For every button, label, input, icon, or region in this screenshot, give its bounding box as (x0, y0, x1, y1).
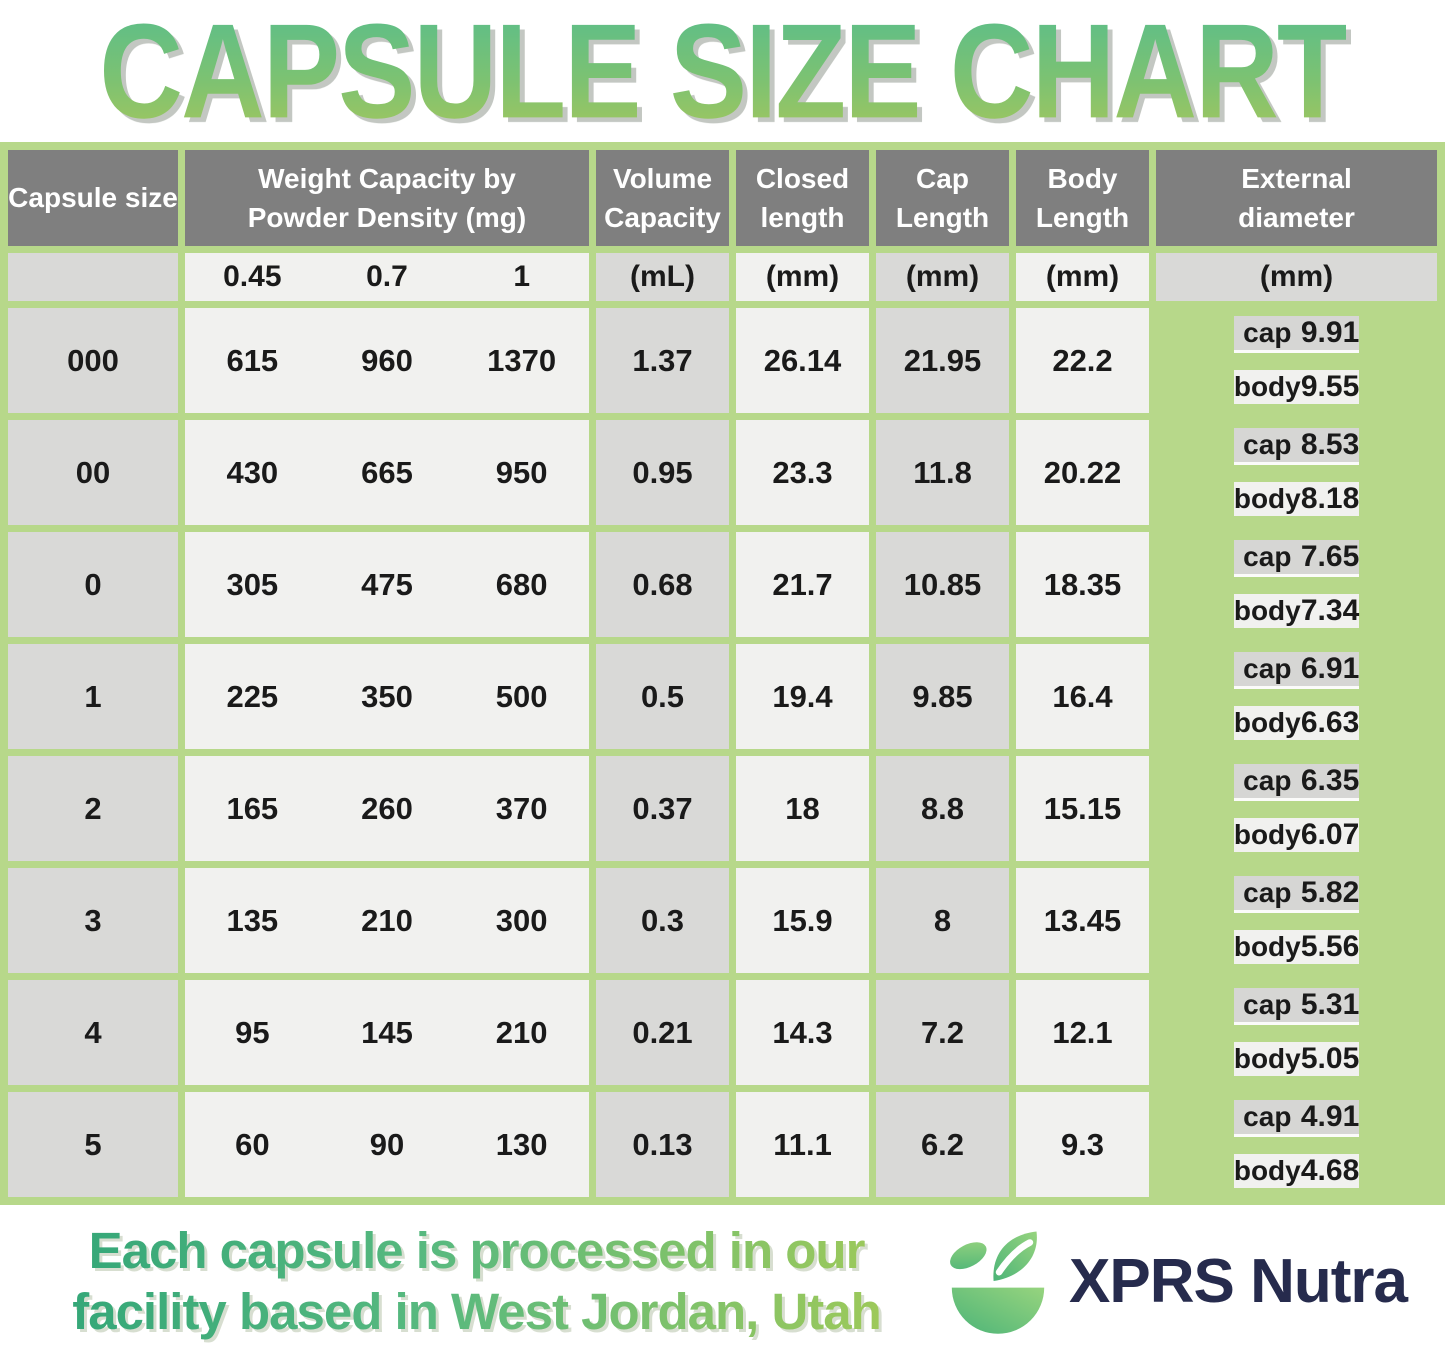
weight-045-value: 615 (226, 342, 279, 378)
volume-capacity-cell: 0.37 (596, 756, 729, 861)
capsule-size-cell: 2 (8, 756, 178, 861)
subheader-external-unit: (mm) (1156, 253, 1437, 301)
cap-length-cell: 8 (876, 868, 1009, 973)
body-diameter-value: 6.63 (1300, 705, 1360, 739)
weight-capacity-cell (185, 756, 589, 861)
capsule-size-table (0, 142, 1445, 1205)
body-label: body (1233, 930, 1301, 962)
cap-label: cap (1243, 988, 1292, 1020)
external-diameter-cell (1156, 1092, 1437, 1197)
cap-length-cell: 21.95 (876, 308, 1009, 413)
header-capsule-size: Capsule size (8, 150, 178, 246)
external-diameter-cell (1156, 420, 1437, 525)
cap-length-cell: 6.2 (876, 1092, 1009, 1197)
cap-length-cell: 10.85 (876, 532, 1009, 637)
weight-capacity-cell (185, 980, 589, 1085)
cap-diameter-value: 9.91 (1300, 315, 1360, 349)
body-diameter-value: 7.34 (1300, 593, 1360, 627)
weight-1-value: 130 (495, 1126, 548, 1162)
external-cap-row (1234, 876, 1360, 913)
external-cap-row (1234, 428, 1360, 465)
footer-tagline (10, 1220, 943, 1342)
weight-045-value: 165 (226, 790, 279, 826)
cap-diameter-value: 4.91 (1300, 1099, 1360, 1133)
weight-capacity-cell (185, 868, 589, 973)
cap-diameter-value: 7.65 (1300, 539, 1360, 573)
header-closed-length: Closed length (736, 150, 869, 246)
cap-length-cell: 8.8 (876, 756, 1009, 861)
weight-1-value: 950 (495, 454, 548, 490)
closed-length-cell: 18 (736, 756, 869, 861)
body-diameter-value: 5.56 (1300, 929, 1360, 963)
closed-length-cell: 26.14 (736, 308, 869, 413)
external-body-row (1234, 818, 1360, 852)
title-wrap (0, 0, 1445, 142)
cap-label: cap (1243, 876, 1292, 908)
header-volume-capacity: Volume Capacity (596, 150, 729, 246)
weight-1-value: 500 (495, 678, 548, 714)
volume-capacity-cell: 1.37 (596, 308, 729, 413)
volume-capacity-cell: 0.13 (596, 1092, 729, 1197)
external-body-row (1234, 706, 1360, 740)
external-body-row (1234, 370, 1360, 404)
external-cap-row (1234, 988, 1360, 1025)
weight-1-value: 210 (495, 1014, 548, 1050)
cap-length-cell: 7.2 (876, 980, 1009, 1085)
external-diameter-cell (1156, 532, 1437, 637)
volume-capacity-cell: 0.21 (596, 980, 729, 1085)
weight-capacity-cell (185, 532, 589, 637)
closed-length-cell: 19.4 (736, 644, 869, 749)
subheader-body-unit: (mm) (1016, 253, 1149, 301)
cap-diameter-value: 5.31 (1300, 987, 1360, 1021)
external-diameter-cell (1156, 980, 1437, 1085)
volume-capacity-cell: 0.68 (596, 532, 729, 637)
external-diameter-cell (1156, 756, 1437, 861)
weight-1-value: 1370 (487, 342, 557, 378)
body-diameter-value: 9.55 (1300, 369, 1360, 403)
cap-label: cap (1243, 652, 1292, 684)
cap-length-cell: 9.85 (876, 644, 1009, 749)
body-length-cell: 20.22 (1016, 420, 1149, 525)
external-cap-row (1234, 540, 1360, 577)
capsule-size-cell: 5 (8, 1092, 178, 1197)
closed-length-cell: 11.1 (736, 1092, 869, 1197)
body-label: body (1233, 482, 1301, 514)
body-label: body (1233, 1154, 1301, 1186)
external-cap-row (1234, 316, 1360, 353)
body-label: body (1233, 594, 1301, 626)
footer (0, 1205, 1445, 1363)
body-length-cell: 15.15 (1016, 756, 1149, 861)
subheader-closed-unit: (mm) (736, 253, 869, 301)
body-label: body (1233, 706, 1301, 738)
header-external-diameter: External diameter (1156, 150, 1437, 246)
body-diameter-value: 6.07 (1300, 817, 1360, 851)
closed-length-cell: 15.9 (736, 868, 869, 973)
body-label: body (1233, 370, 1301, 402)
capsule-size-cell: 4 (8, 980, 178, 1085)
external-cap-row (1234, 1100, 1360, 1137)
header-cap-length: Cap Length (876, 150, 1009, 246)
weight-1-value: 370 (495, 790, 548, 826)
footer-line2: facility based in West Jordan, Utah (72, 1283, 881, 1340)
footer-line1: Each capsule is processed in our (88, 1221, 865, 1279)
cap-diameter-value: 6.35 (1300, 763, 1360, 797)
body-length-cell: 22.2 (1016, 308, 1149, 413)
cap-diameter-value: 8.53 (1300, 427, 1360, 461)
weight-045-value: 135 (226, 902, 279, 938)
capsule-size-cell: 3 (8, 868, 178, 973)
body-length-cell: 13.45 (1016, 868, 1149, 973)
weight-07-value: 210 (361, 902, 413, 938)
body-length-cell: 18.35 (1016, 532, 1149, 637)
weight-045-value: 60 (235, 1126, 270, 1162)
weight-045-value: 95 (235, 1014, 270, 1050)
weight-07-value: 665 (361, 454, 413, 490)
weight-capacity-cell (185, 420, 589, 525)
subheader-volume-unit: (mL) (596, 253, 729, 301)
cap-length-cell: 11.8 (876, 420, 1009, 525)
external-body-row (1234, 482, 1360, 516)
weight-045-value: 305 (226, 566, 279, 602)
density-045-label: 0.45 (223, 260, 282, 293)
external-diameter-cell (1156, 644, 1437, 749)
weight-07-value: 475 (361, 566, 413, 602)
capsule-size-cell: 00 (8, 420, 178, 525)
weight-07-value: 960 (361, 342, 413, 378)
subheader-cap-unit: (mm) (876, 253, 1009, 301)
body-diameter-value: 4.68 (1300, 1153, 1360, 1187)
closed-length-cell: 14.3 (736, 980, 869, 1085)
weight-07-value: 90 (369, 1126, 405, 1162)
body-label: body (1233, 818, 1301, 850)
external-body-row (1234, 1042, 1360, 1076)
header-body-length: Body Length (1016, 150, 1149, 246)
subheader-densities (185, 253, 589, 301)
external-cap-row (1234, 764, 1360, 801)
density-07-label: 0.7 (366, 260, 408, 293)
weight-capacity-cell (185, 308, 589, 413)
cap-label: cap (1243, 316, 1292, 348)
weight-07-value: 145 (361, 1014, 413, 1050)
body-diameter-value: 5.05 (1300, 1041, 1360, 1075)
volume-capacity-cell: 0.95 (596, 420, 729, 525)
weight-07-value: 260 (361, 790, 413, 826)
volume-capacity-cell: 0.5 (596, 644, 729, 749)
capsule-size-cell: 1 (8, 644, 178, 749)
weight-07-value: 350 (361, 678, 413, 714)
volume-capacity-cell: 0.3 (596, 868, 729, 973)
brand-name: XPRS Nutra (1069, 1246, 1407, 1316)
weight-045-value: 225 (226, 678, 279, 714)
weight-045-value: 430 (226, 454, 279, 490)
cap-diameter-value: 5.82 (1300, 875, 1360, 909)
external-diameter-cell (1156, 868, 1437, 973)
body-length-cell: 9.3 (1016, 1092, 1149, 1197)
header-weight-capacity: Weight Capacity by Powder Density (mg) (185, 150, 589, 246)
weight-capacity-cell (185, 644, 589, 749)
capsule-size-cell: 000 (8, 308, 178, 413)
body-label: body (1233, 1042, 1301, 1074)
weight-1-value: 300 (495, 902, 548, 938)
external-diameter-cell (1156, 308, 1437, 413)
external-cap-row (1234, 652, 1360, 689)
cap-label: cap (1243, 764, 1292, 796)
capsule-size-cell: 0 (8, 532, 178, 637)
body-length-cell: 12.1 (1016, 980, 1149, 1085)
cap-label: cap (1243, 428, 1292, 460)
cap-label: cap (1243, 1100, 1292, 1132)
mortar-leaf-icon (943, 1226, 1053, 1336)
external-body-row (1234, 594, 1360, 628)
external-body-row (1234, 1154, 1360, 1188)
weight-capacity-cell (185, 1092, 589, 1197)
weight-1-value: 680 (495, 566, 548, 602)
cap-label: cap (1243, 540, 1292, 572)
closed-length-cell: 23.3 (736, 420, 869, 525)
cap-diameter-value: 6.91 (1300, 651, 1360, 685)
body-length-cell: 16.4 (1016, 644, 1149, 749)
density-1-label: 1 (513, 260, 530, 293)
body-diameter-value: 8.18 (1300, 481, 1360, 515)
page-title: CAPSULE SIZE CHART (99, 0, 1346, 142)
subheader-empty (8, 253, 178, 301)
brand-logo (943, 1226, 1427, 1336)
closed-length-cell: 21.7 (736, 532, 869, 637)
external-body-row (1234, 930, 1360, 964)
